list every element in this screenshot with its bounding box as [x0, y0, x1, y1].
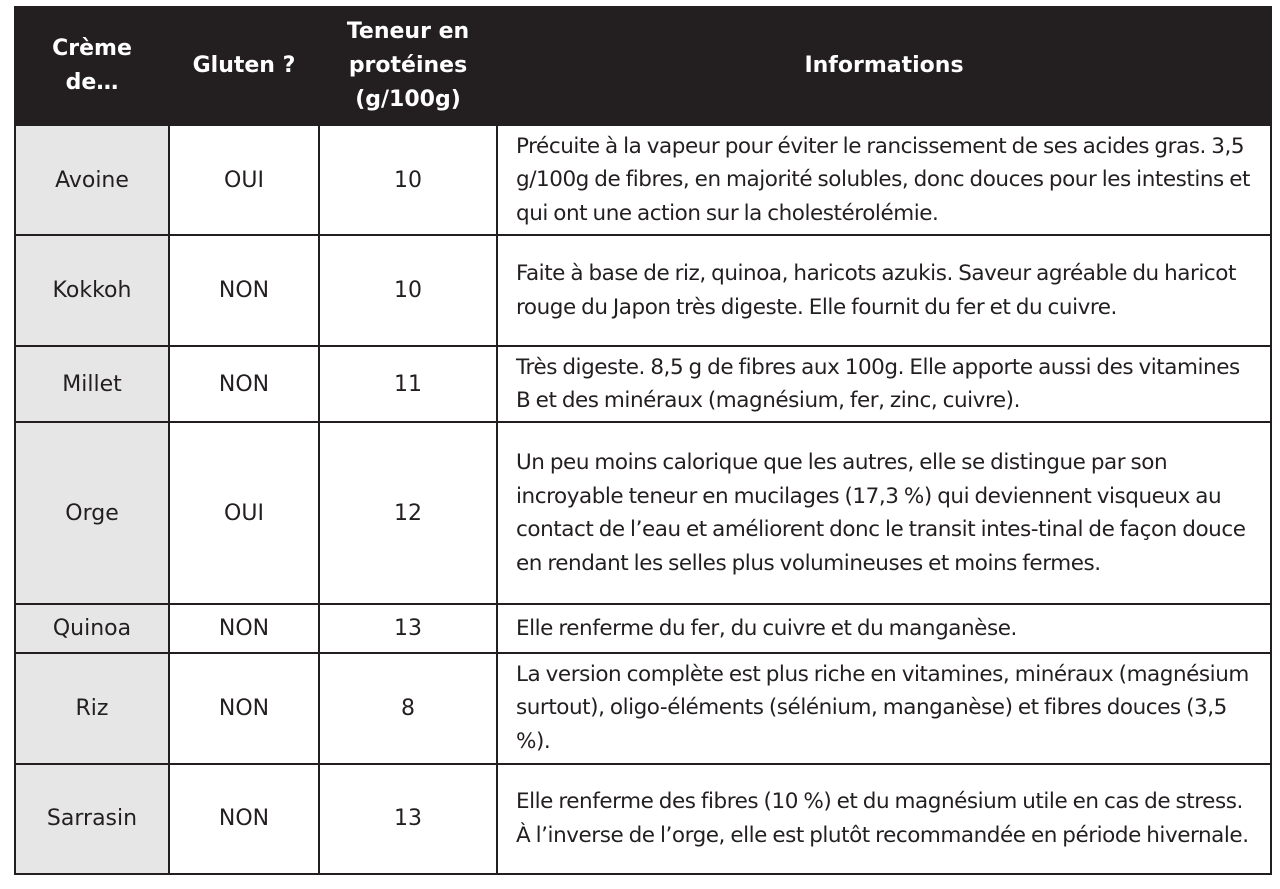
cell-protein: 13	[319, 604, 497, 653]
cell-gluten: NON	[169, 346, 319, 422]
cell-protein: 13	[319, 764, 497, 874]
table-row	[15, 422, 1271, 604]
table-row	[15, 125, 1271, 235]
cell-gluten: OUI	[169, 125, 319, 235]
cell-protein: 11	[319, 346, 497, 422]
table-row	[15, 764, 1271, 874]
header-informations: Informations	[497, 7, 1271, 125]
cell-informations: Faite à base de riz, quinoa, haricots azukis. Saveur agréable du haricot rouge du Japon très digeste. Elle fournit du fer et du cuivre.	[497, 235, 1271, 346]
cell-creme-name: Riz	[15, 653, 169, 764]
cell-creme-name: Millet	[15, 346, 169, 422]
table-body	[15, 125, 1271, 874]
cell-protein: 10	[319, 235, 497, 346]
table-row	[15, 235, 1271, 346]
cell-gluten: OUI	[169, 422, 319, 604]
header-protein-content: Teneur en protéines (g/100g)	[319, 7, 497, 125]
header-creme-de: Crème de…	[15, 7, 169, 125]
table-row	[15, 604, 1271, 653]
cell-creme-name: Kokkoh	[15, 235, 169, 346]
cream-comparison-sheet	[14, 6, 1270, 875]
cell-creme-name: Sarrasin	[15, 764, 169, 874]
cell-informations: Très digeste. 8,5 g de fibres aux 100g. Elle apporte aussi des vitamines B et des minéraux (magnésium, fer, zinc, cuivre).	[497, 346, 1271, 422]
header-gluten: Gluten ?	[169, 7, 319, 125]
cell-creme-name: Quinoa	[15, 604, 169, 653]
cell-informations: Elle renferme des fibres (10 %) et du magnésium utile en cas de stress. À l’inverse de l’orge, elle est plutôt recommandée en période hivernale.	[497, 764, 1271, 874]
cell-creme-name: Orge	[15, 422, 169, 604]
cell-gluten: NON	[169, 653, 319, 764]
cell-gluten: NON	[169, 604, 319, 653]
cell-protein: 12	[319, 422, 497, 604]
cell-protein: 8	[319, 653, 497, 764]
cell-informations: Un peu moins calorique que les autres, elle se distingue par son incroyable teneur en mucilages (17,3 %) qui deviennent visqueux au contact de l’eau et améliorent donc le transit intes-tinal de façon douce en rendant les selles plus volumineuses et moins fermes.	[497, 422, 1271, 604]
cell-informations: Elle renferme du fer, du cuivre et du manganèse.	[497, 604, 1271, 653]
cream-comparison-table	[14, 6, 1272, 875]
cell-informations: La version complète est plus riche en vitamines, minéraux (magnésium surtout), oligo-éléments (sélénium, manganèse) et fibres douces (3,5 %).	[497, 653, 1271, 764]
cell-gluten: NON	[169, 235, 319, 346]
table-row	[15, 346, 1271, 422]
table-header	[15, 7, 1271, 125]
cell-creme-name: Avoine	[15, 125, 169, 235]
cell-gluten: NON	[169, 764, 319, 874]
header-row	[15, 7, 1271, 125]
cell-informations: Précuite à la vapeur pour éviter le rancissement de ses acides gras. 3,5 g/100g de fibres, en majorité solubles, donc douces pour les intestins et qui ont une action sur la cholestérolémie.	[497, 125, 1271, 235]
cell-protein: 10	[319, 125, 497, 235]
table-row	[15, 653, 1271, 764]
